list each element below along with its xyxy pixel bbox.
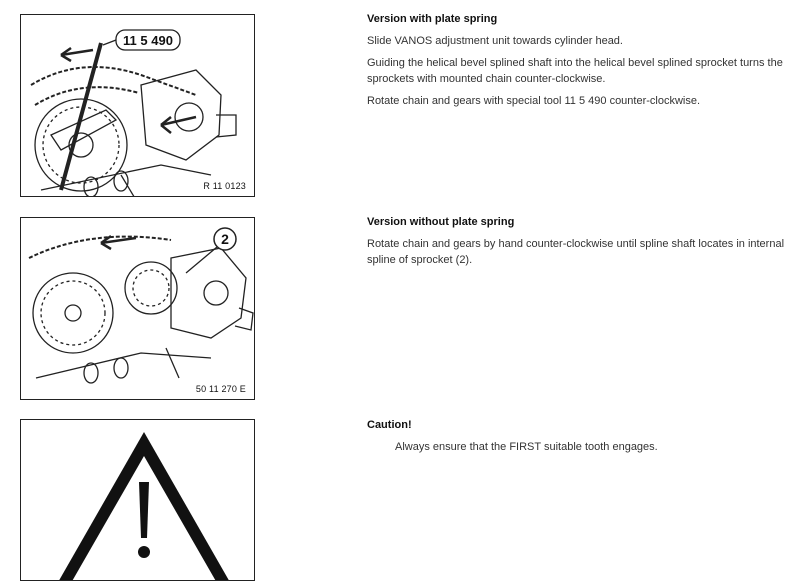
instruction-text: Rotate chain and gears by hand counter-clockwise until spline shaft locates in internal spline of sprocket (2). — [367, 238, 785, 266]
instruction-text: Guiding the helical bevel splined shaft into the helical bevel splined sprocket turns the sprockets with mounted chain counter-clockwise. — [367, 57, 783, 85]
section-heading: Version with plate spring — [367, 13, 498, 25]
instruction-text: Rotate chain and gears with special tool 11 5 490 counter-clockwise. — [367, 95, 701, 107]
engine-illustration-1 — [21, 15, 254, 196]
section-with-plate-spring — [367, 13, 792, 115]
caution-text: Always ensure that the FIRST suitable tooth engages. — [395, 441, 658, 453]
tool-callout-label: 11 5 490 — [123, 33, 173, 48]
figure-vanos-sprocket — [20, 217, 255, 400]
figure-code: R 11 0123 — [203, 181, 246, 191]
figure-code: 50 11 270 E — [195, 384, 246, 394]
sprocket-callout-number: 2 — [221, 231, 229, 247]
section-heading: Version without plate spring — [367, 216, 515, 228]
caution-heading: Caution! — [367, 419, 412, 431]
section-caution — [367, 419, 792, 461]
engine-illustration-2 — [21, 218, 254, 399]
figure-warning — [20, 419, 255, 581]
instruction-text: Slide VANOS adjustment unit towards cylinder head. — [367, 35, 623, 47]
figure-vanos-with-tool — [20, 14, 255, 197]
section-without-plate-spring — [367, 216, 792, 274]
warning-triangle-icon — [21, 420, 254, 580]
